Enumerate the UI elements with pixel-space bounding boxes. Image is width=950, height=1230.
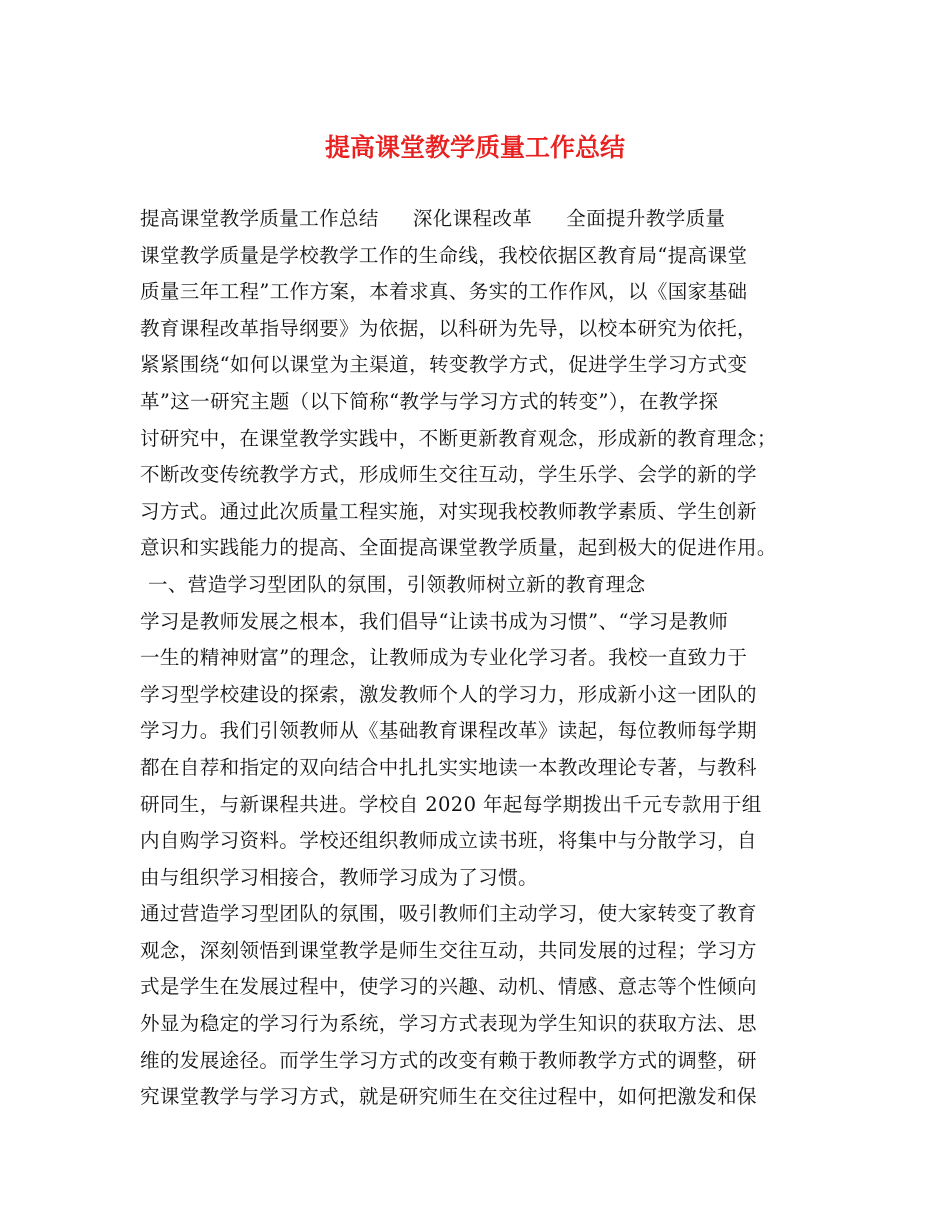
paragraph-line: 讨研究中，在课堂教学实践中，不断更新教育观念，形成新的教育理念； bbox=[140, 426, 777, 450]
paragraph-line: 教育课程改革指导纲要》为依据，以科研为先导，以校本研究为依托， bbox=[140, 316, 757, 340]
subtitle-part-2: 深化课程改革 bbox=[412, 207, 533, 230]
paragraph-line: 革”这一研究主题（以下简称“教学与学习方式的转变”），在教学探 bbox=[140, 389, 719, 413]
paragraph-line: 学习力。我们引领教师从《基础教育课程改革》读起，每位教师每学期 bbox=[140, 719, 757, 743]
paragraph-line: 不断改变传统教学方式，形成师生交往互动，学生乐学、会学的新的学 bbox=[140, 463, 757, 487]
subtitle-part-3: 全面提升教学质量 bbox=[566, 207, 726, 230]
paragraph-line: 都在自荐和指定的双向结合中扎扎实实地读一本教改理论专著，与教科 bbox=[140, 755, 757, 779]
paragraph-line: 学习是教师发展之根本，我们倡导“让读书成为习惯”、“学习是教师 bbox=[140, 609, 729, 633]
paragraph-line: 研同生，与新课程共进。学校自 2020 年起每学期拨出千元专款用于组 bbox=[140, 792, 762, 816]
paragraph-line: 一生的精神财富”的理念，让教师成为专业化学习者。我校一直致力于 bbox=[140, 646, 748, 670]
paragraph-line: 课堂教学质量是学校教学工作的生命线，我校依据区教育局“提高课堂 bbox=[140, 243, 748, 267]
document-body bbox=[140, 201, 830, 1116]
subtitle-part-1: 提高课堂教学质量工作总结 bbox=[140, 207, 379, 230]
paragraph-line: 紧紧围绕“如何以课堂为主渠道，转变教学方式，促进学生学习方式变 bbox=[140, 353, 748, 377]
document-title: 提高课堂教学质量工作总结 bbox=[324, 133, 625, 162]
paragraph-line: 外显为稳定的学习行为系统，学习方式表现为学生知识的获取方法、思 bbox=[140, 1012, 757, 1036]
paragraph-line: 习方式。通过此次质量工程实施，对实现我校教师教学素质、学生创新 bbox=[140, 499, 757, 523]
subtitle-line bbox=[140, 201, 830, 238]
paragraph-line: 观念，深刻领悟到课堂教学是师生交往互动，共同发展的过程；学习方 bbox=[140, 938, 757, 962]
paragraph-line: 维的发展途径。而学生学习方式的改变有赖于教师教学方式的调整，研 bbox=[140, 1048, 757, 1072]
section-heading: 一、营造学习型团队的氛围，引领教师树立新的教育理念 bbox=[148, 572, 646, 596]
paragraph-line: 质量三年工程”工作方案，本着求真、务实的工作作风，以《国家基础 bbox=[140, 280, 748, 304]
paragraph-line: 由与组织学习相接合，教师学习成为了习惯。 bbox=[140, 865, 539, 889]
paragraph-line: 学习型学校建设的探索，激发教师个人的学习力，形成新小这一团队的 bbox=[140, 682, 757, 706]
paragraph-line: 内自购学习资料。学校还组织教师成立读书班，将集中与分散学习，自 bbox=[140, 829, 757, 853]
paragraph-line: 通过营造学习型团队的氛围，吸引教师们主动学习，使大家转变了教育 bbox=[140, 902, 757, 926]
paragraph-line: 究课堂教学与学习方式，就是研究师生在交往过程中，如何把激发和保 bbox=[140, 1085, 757, 1109]
paragraph-line: 意识和实践能力的提高、全面提高课堂教学质量，起到极大的促进作用。 bbox=[140, 536, 777, 560]
paragraph-line: 式是学生在发展过程中，使学习的兴趣、动机、情感、意志等个性倾向 bbox=[140, 975, 757, 999]
